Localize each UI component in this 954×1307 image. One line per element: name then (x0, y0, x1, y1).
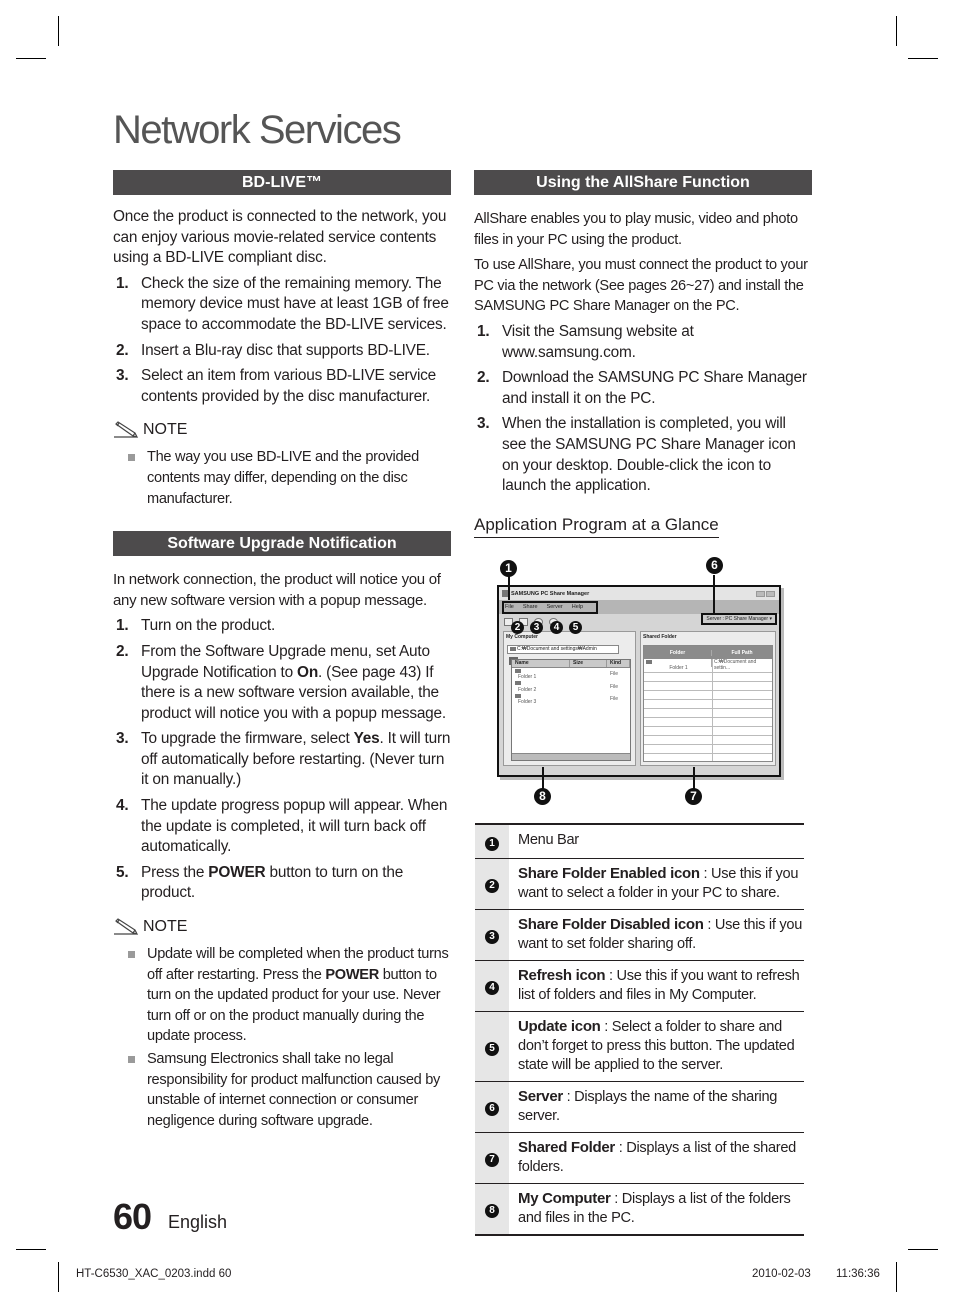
legend-row: 8 My Computer : Displays a list of the folders and files in the PC. (475, 1184, 804, 1236)
bdlive-intro: Once the product is connected to the network, you can enjoy various movie-related service contents using a BD-LIVE compliant disc. (113, 208, 447, 267)
step: 2. From the Software Upgrade menu, set Auto Upgrade Notification to On. (See page 43) If there is a new software version available, the product will notice you with a popup message. (116, 642, 446, 722)
shared-folder-panel (640, 631, 776, 766)
note-item: The way you use BD-LIVE and the provided contents may differ, depending on the disc manufacturer. (113, 447, 451, 509)
callout-3: 3 (530, 621, 543, 634)
bdlive-steps (113, 274, 451, 408)
right-column (474, 170, 812, 538)
folder-icon (515, 681, 521, 685)
callout-8: 8 (534, 788, 551, 805)
legend-row: 5 Update icon : Select a folder to share and don’t forget to press this button. The updated state will be applied to the server. (475, 1012, 804, 1082)
upgrade-notes (113, 944, 451, 1131)
my-computer-title: My Computer (506, 634, 538, 640)
callout-4: 4 (550, 621, 563, 634)
legend-row: 7 Shared Folder : Displays a list of the shared folders. (475, 1133, 804, 1184)
my-computer-panel (503, 631, 636, 766)
callout-6: 6 (706, 557, 723, 574)
left-column (113, 170, 451, 1133)
legend-row: 2 Share Folder Enabled icon : Use this if you want to select a folder in your PC to share. (475, 859, 804, 910)
step: 5. Press the POWER button to turn on the product. (116, 863, 404, 902)
menu-file[interactable]: File (505, 604, 514, 610)
folder-icon (510, 647, 516, 651)
server-dropdown[interactable]: Server : PC Share Manager ▾ (701, 613, 777, 625)
legend-row: 1 Menu Bar (475, 824, 804, 859)
slug-filename: HT-C6530_XAC_0203.indd 60 (76, 1268, 232, 1280)
step: 4. The update progress popup will appear. When the update is completed, it will turn back off automatically. (116, 797, 448, 856)
upgrade-intro: In network connection, the product will notice you of any new software version with a popup message. (113, 571, 441, 609)
section-heading-allshare: Using the AllShare Function (474, 170, 812, 195)
step: 1. Check the size of the remaining memory. The memory device must have at least 1GB of free space to accommodate the BD-LIVE services. (116, 274, 449, 333)
list-header: Name Size Kind (512, 660, 630, 668)
allshare-intro-1: AllShare enables you to play music, video and photo files in your PC using the product. (474, 211, 798, 248)
menu-share[interactable]: Share (522, 604, 538, 610)
note-item: Update will be completed when the product turns off after restarting. Press the POWER button to turn on the updated product for your use. Never turn off or on the product manually during the update process. (113, 944, 451, 1047)
close-icon[interactable] (766, 591, 775, 597)
pc-share-manager-window (497, 585, 781, 777)
note-item: Samsung Electronics shall take no legal responsibility for product malfunction caused by unstable of internet connection or consumer negligence during software upgrade. (113, 1049, 451, 1131)
crop-mark (908, 58, 938, 59)
step: 1. Visit the Samsung website at www.samsung.com. (477, 322, 694, 361)
upgrade-steps (113, 616, 451, 904)
legend-row: 4 Refresh icon : Use this if you want to refresh list of folders and files in My Computer. (475, 961, 804, 1012)
menu-help[interactable]: Help (571, 604, 584, 610)
step: 1. Turn on the product. (116, 617, 276, 635)
callout-7: 7 (685, 788, 702, 805)
bullet-square-icon (113, 447, 147, 509)
crop-mark (58, 16, 59, 46)
list-row[interactable]: Folder 2 File (512, 681, 630, 694)
shared-folder-title: Shared Folder (643, 634, 677, 640)
note-heading: NOTE (113, 918, 451, 936)
step: 2. Download the SAMSUNG PC Share Manager and install it on the PC. (477, 369, 807, 407)
bdlive-notes (113, 447, 451, 509)
step: 3. To upgrade the firmware, select Yes. It will turn off automatically before restarting. (Never turn it on manually.) (116, 730, 451, 789)
folder-icon (515, 694, 521, 698)
page-number: 60 (113, 1196, 152, 1237)
path-dropdown[interactable]: C:₩Document and settings₩Admin (507, 645, 619, 654)
legend-row: 3 Share Folder Disabled icon : Use this if you want to set folder sharing off. (475, 910, 804, 961)
step: 3. When the installation is completed, you will see the SAMSUNG PC Share Manager icon on your desktop. Double-click the icon to launch the application. (477, 415, 796, 495)
section-heading-upgrade: Software Upgrade Notification (113, 531, 451, 556)
shared-folder-list (643, 645, 773, 762)
legend-row: 6 Server : Displays the name of the sharing server. (475, 1082, 804, 1133)
bullet-square-icon (113, 1049, 147, 1131)
shared-folder-icon (646, 660, 652, 664)
crop-mark (16, 1249, 46, 1250)
pencil-note-icon (113, 918, 139, 936)
slug-time: 11:36:36 (836, 1268, 880, 1280)
page-title: Network Services (113, 108, 401, 152)
list-header: Folder Full Path (644, 646, 772, 659)
callout-legend-table (475, 823, 804, 1236)
callout-5: 5 (569, 621, 582, 634)
callout-1: 1 (500, 560, 517, 577)
crop-mark (896, 16, 897, 46)
folder-icon (515, 669, 521, 673)
callout-2: 2 (511, 621, 524, 634)
section-heading-bdlive: BD-LIVE™ (113, 170, 451, 195)
step: 2. Insert a Blu-ray disc that supports BD-LIVE. (116, 341, 430, 359)
list-row[interactable]: Folder 1 File (512, 668, 630, 681)
menu-server[interactable]: Server (546, 604, 563, 610)
minimize-icon[interactable] (756, 591, 765, 597)
horizontal-scrollbar[interactable] (512, 753, 630, 760)
page-language: English (168, 1212, 228, 1232)
window-titlebar: SAMSUNG PC Share Manager (499, 587, 779, 600)
note-heading: NOTE (113, 421, 451, 439)
allshare-steps (474, 322, 812, 497)
my-computer-list (511, 659, 631, 761)
crop-mark (908, 1249, 938, 1250)
subheading-app-glance: Application Program at a Glance (474, 515, 719, 538)
bullet-square-icon (113, 944, 147, 1047)
crop-mark (896, 1262, 897, 1292)
crop-mark (58, 1262, 59, 1292)
allshare-intro-2: To use AllShare, you must connect the product to your PC via the network (See pages 26~27) and install the SAMSUNG PC Share Manager on the PC. (474, 257, 808, 315)
list-row[interactable]: Folder 1 C:₩Document and settin... (644, 659, 772, 667)
step: 3. Select an item from various BD-LIVE service contents provided by the disc manufacturer. (116, 367, 437, 405)
menu-highlight-box (502, 601, 598, 614)
list-row[interactable]: Folder 3 File (512, 693, 630, 706)
pencil-note-icon (113, 421, 139, 439)
slug-date: 2010-02-03 (752, 1268, 811, 1280)
crop-mark (16, 58, 46, 59)
